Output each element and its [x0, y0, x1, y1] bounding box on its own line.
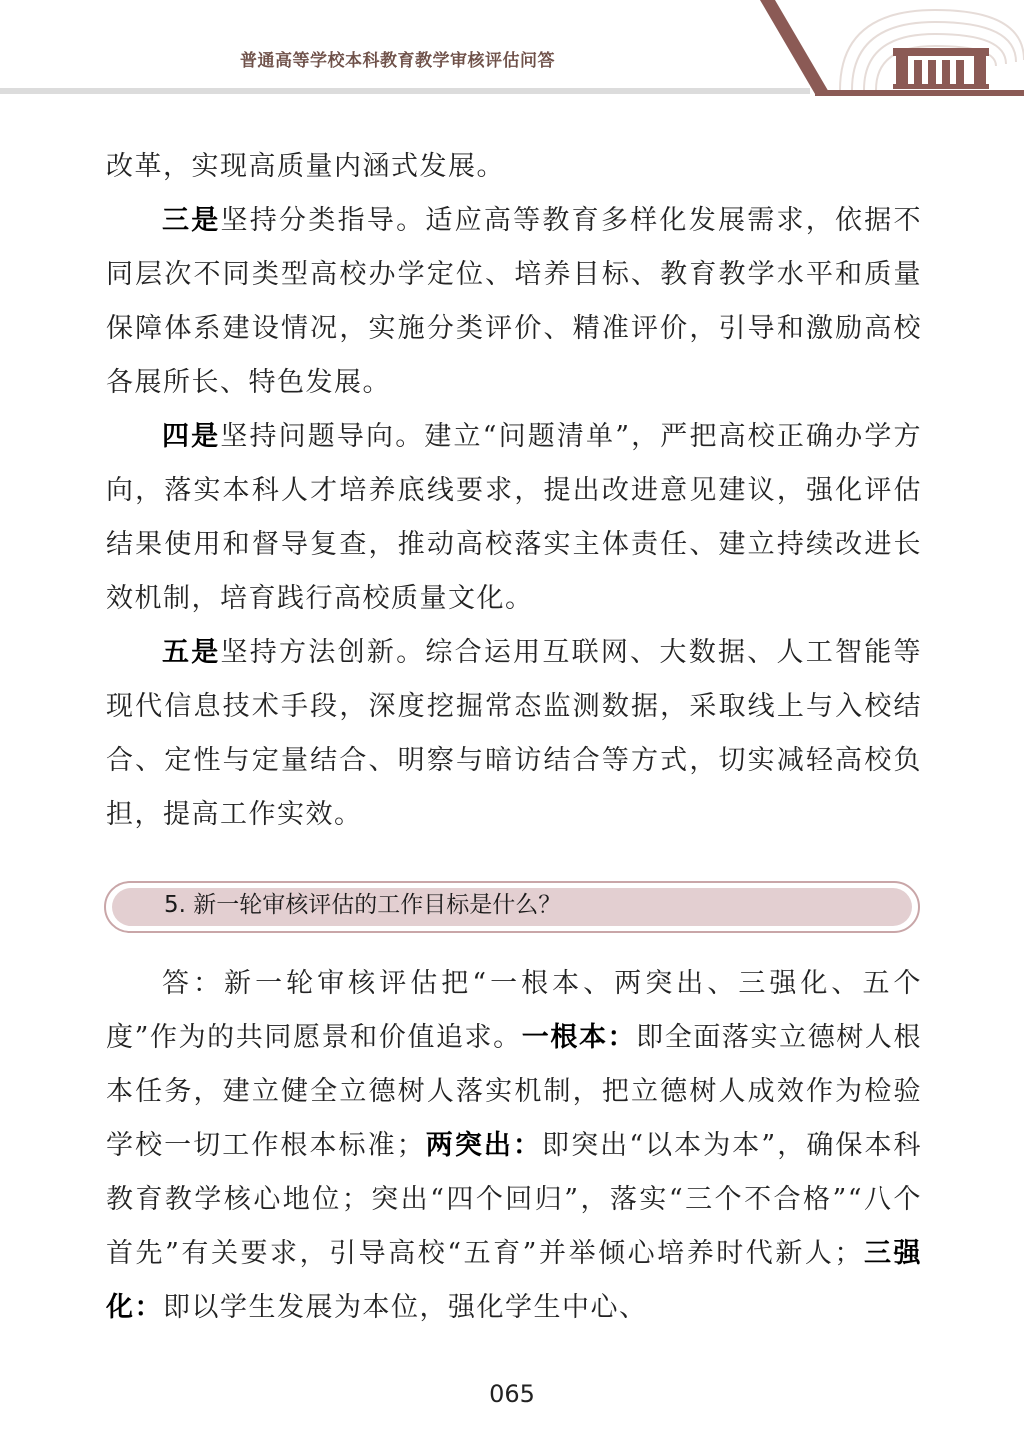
answer-term-three-text: 即以学生发展为本位，强化学生中心、	[163, 1292, 648, 1323]
paragraph-point-three	[106, 194, 922, 410]
answer-term-one-root: 一根本：	[521, 1022, 637, 1053]
answer-text	[106, 957, 922, 1335]
paragraph-continued	[106, 140, 922, 194]
header-rule	[0, 88, 810, 94]
answer-term-three-strengthen: 三强化：	[106, 1238, 922, 1323]
answer-term-two-text: 即突出“以本为本”，确保本科教育教学核心地位；突出“四个回归”，落实“三个不合格”“八个首先”有关要求，引导高校“五育”并举倾心培养时代新人；	[106, 1130, 923, 1269]
answer-term-one-text: 即全面落实立德树人根本任务，建立健全立德树人落实机制，把立德树人成效作为检验学校一切工作根本标准；	[106, 1022, 923, 1161]
paragraph-text: 坚持方法创新。综合运用互联网、大数据、人工智能等现代信息技术手段，深度挖掘常态监测数据，采取线上与入校结合、定性与定量结合、明察与暗访结合等方式，切实减轻高校负担，提高工作实效。	[106, 637, 923, 830]
question-heading	[104, 881, 920, 933]
page-number: 065	[489, 1380, 535, 1408]
paragraph-text: 坚持分类指导。适应高等教育多样化发展需求，依据不同层次不同类型高校办学定位、培养目标、教育教学水平和质量保障体系建设情况，实施分类评价、精准评价，引导和激励高校各展所长、特色发展。	[106, 205, 923, 398]
paragraph-lead: 四是	[162, 421, 221, 452]
building-icon	[893, 48, 989, 89]
paragraph-lead: 三是	[162, 205, 221, 236]
answer-paragraph	[106, 957, 922, 1335]
header-rule-accent	[815, 90, 1024, 96]
body-text	[106, 140, 922, 842]
paragraph-text: 坚持问题导向。建立“问题清单”，严把高校正确办学方向，落实本科人才培养底线要求，提出改进意见建议，强化评估结果使用和督导复查，推动高校落实主体责任、建立持续改进长效机制，培育践行高校质量文化。	[106, 421, 923, 614]
paragraph-point-four	[106, 410, 922, 626]
answer-intro: 答：新一轮审核评估把“一根本、两突出、三强化、五个度”作为的共同愿景和价值追求。	[106, 968, 922, 1053]
paragraph-lead: 五是	[162, 637, 221, 668]
header-slash	[760, 0, 830, 94]
page-header	[0, 0, 1024, 100]
answer-term-two-highlights: 两突出：	[425, 1130, 543, 1161]
question-heading-text: 5. 新一轮审核评估的工作目标是什么？	[164, 892, 562, 918]
paragraph-point-five	[106, 626, 922, 842]
paragraph-text: 改革，实现高质量内涵式发展。	[106, 151, 505, 182]
running-header-title: 普通高等学校本科教育教学审核评估问答	[240, 51, 555, 71]
